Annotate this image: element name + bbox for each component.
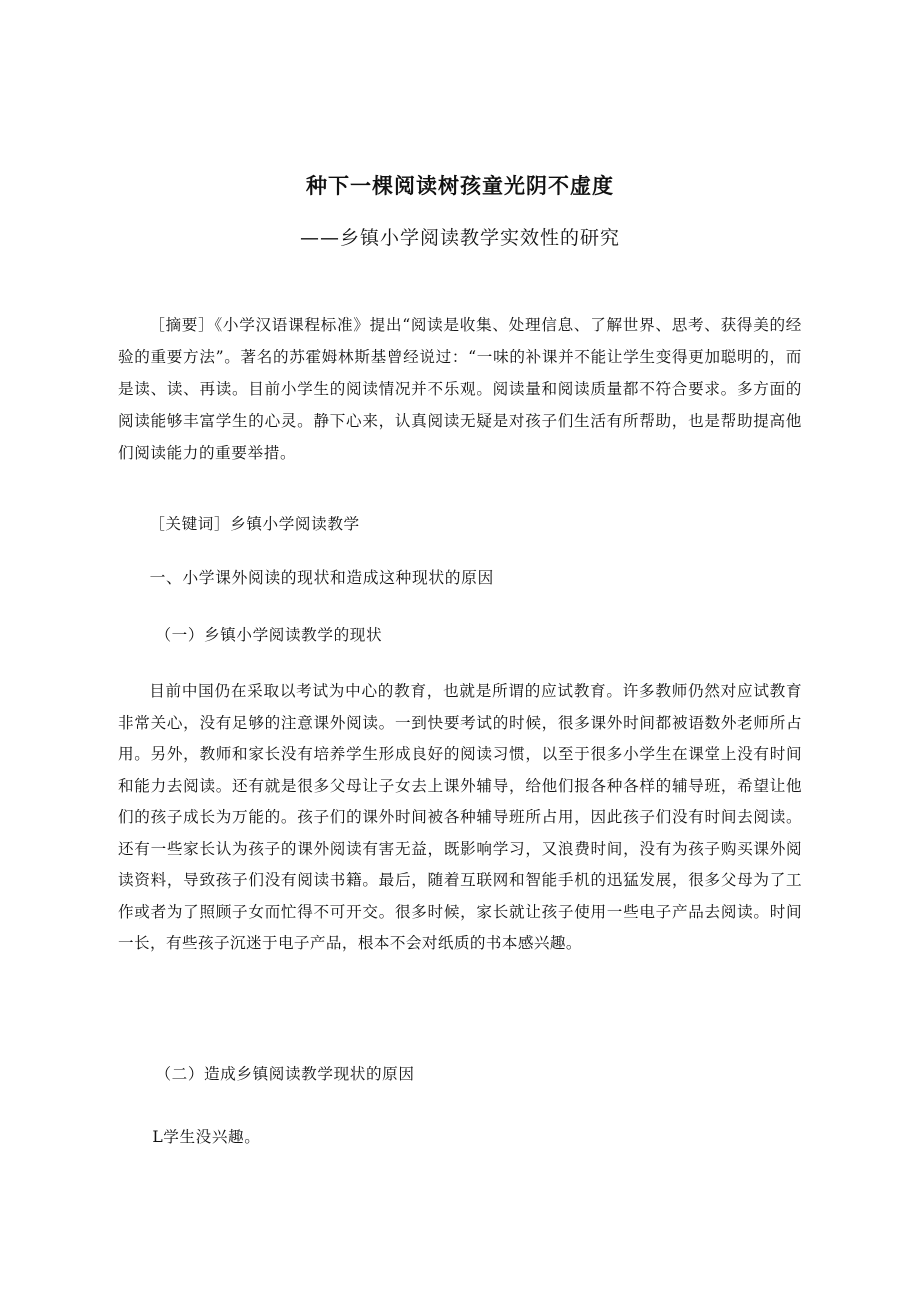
subsection-heading-2: （二）造成乡镇阅读教学现状的原因 xyxy=(155,1065,415,1083)
abstract-paragraph: ［摘要］《小学汉语课程标准》提出“阅读是收集、处理信息、了解世界、思考、获得美的经验的重要方法”。著名的苏霍姆林斯基曾经说过：“一味的补课并不能让学生变得更加聪明的，而是读、读、再读。目前小学生的阅读情况并不乐观。阅读量和阅读质量都不符合要求。多方面的阅读能够丰富学生的心灵。静下心来，认真阅读无疑是对孩子们生活有所帮助，也是帮助提高他们阅读能力的重要举措。 xyxy=(118,316,802,462)
keywords-line: ［关键词］乡镇小学阅读教学 xyxy=(149,515,360,533)
document-subtitle: ——乡镇小学阅读教学实效性的研究 xyxy=(299,227,620,249)
section-heading-1: 一、小学课外阅读的现状和造成这种现状的原因 xyxy=(149,568,494,587)
list-item-1: L学生没兴趣。 xyxy=(152,1128,261,1146)
body-paragraph-1: 目前中国仍在采取以考试为中心的教育，也就是所谓的应试教育。许多教师仍然对应试教育非常关心，没有足够的注意课外阅读。一到快要考试的时候，很多课外时间都被语数外老师所占用。另外，教师和家长没有培养学生形成良好的阅读习惯，以至于很多小学生在课堂上没有时间和能力去阅读。还有就是很多父母让子女去上课外辅导，给他们报各种各样的辅导班，希望让他们的孩子成长为万能的。孩子们的课外时间被各种辅导班所占用，因此孩子们没有时间去阅读。还有一些家长认为孩子的课外阅读有害无益，既影响学习，又浪费时间，没有为孩子购买课外阅读资料，导致孩子们没有阅读书籍。最后，随着互联网和智能手机的迅猛发展，很多父母为了工作或者为了照顾子女而忙得不可开交。很多时候，家长就让孩子使用一些电子产品去阅读。时间一长，有些孩子沉迷于电子产品，根本不会对纸质的书本感兴趣。 xyxy=(118,682,802,952)
document-title: 种下一棵阅读树孩童光阴不虚度 xyxy=(306,174,614,198)
subsection-heading-1: （一）乡镇小学阅读教学的现状 xyxy=(155,626,383,644)
